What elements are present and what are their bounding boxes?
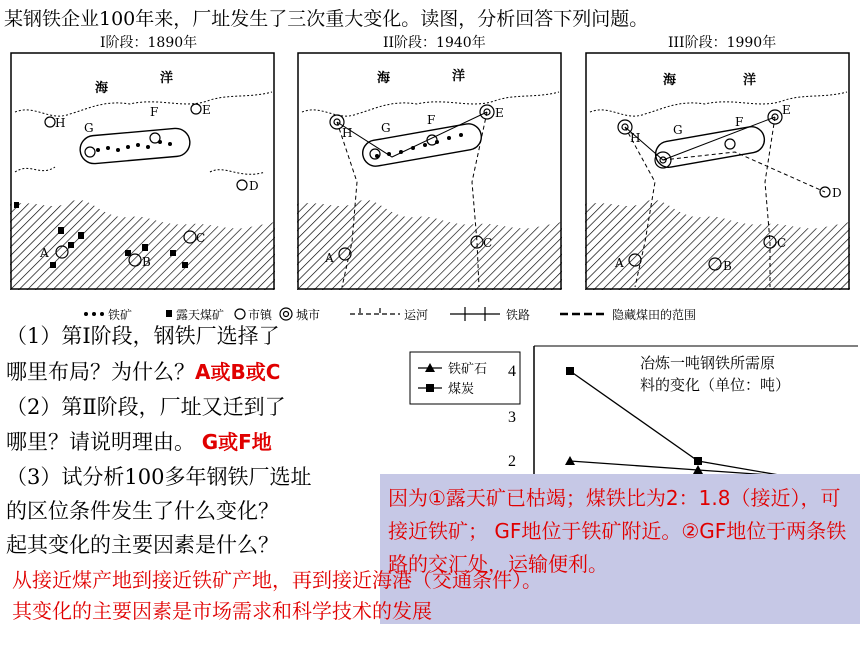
stage2-label: II阶段：1940年: [383, 35, 486, 51]
stage3-label: III阶段：1990年: [668, 35, 777, 51]
conclusion-line1: 从接近煤产地到接近铁矿产地，再到接近海港（交通条件）。: [12, 568, 542, 592]
legend-city: 城市: [296, 308, 321, 322]
map2-A: A: [325, 251, 334, 265]
raw-material-chart: [408, 342, 858, 482]
map1-F: F: [150, 105, 159, 119]
map1-H: H: [55, 116, 66, 130]
series-1-point-1: [694, 457, 702, 465]
conclusion-answer: [12, 565, 832, 627]
chart-title-line1: 冶炼一吨钢铁所需原: [640, 354, 776, 372]
map2-F: F: [427, 113, 436, 127]
legend-hidden-coal: 隐藏煤田的范围: [612, 308, 697, 322]
map3-F: F: [735, 115, 744, 129]
explanation-text: 因为①露天矿已枯竭；煤铁比为2：1.8（接近），可接近铁矿； GF地位于铁矿附近。②GF地位于两条铁路的交汇处，运输便利。: [388, 486, 847, 576]
series-0-point-0: [565, 456, 575, 465]
map1-A: A: [40, 246, 49, 260]
map1-E: E: [202, 103, 211, 117]
answer-2: G或F地: [201, 430, 272, 454]
chart-legend-ore: 铁矿石: [448, 362, 488, 377]
map-stage3: [585, 52, 850, 290]
sea-char-1: 海: [663, 73, 677, 88]
map2-H: H: [342, 126, 353, 140]
question-1-line2: 哪里布局？为什么？A或B或C: [6, 360, 281, 384]
map1-G: G: [84, 121, 94, 135]
question-1-line1: （1）第Ⅰ阶段，钢铁厂选择了: [6, 324, 280, 348]
y-tick-3: 3: [508, 409, 516, 426]
sea-char-2: 洋: [743, 73, 757, 88]
legend-town: 市镇: [248, 308, 273, 322]
question-2-line1: （2）第Ⅱ阶段，厂址又迁到了: [6, 395, 286, 419]
question-3-line1: （3）试分析100多年钢铁厂选址: [6, 465, 312, 489]
map3-A: A: [615, 256, 624, 270]
map3-C: C: [777, 236, 787, 250]
map2-G: G: [381, 121, 391, 135]
legend-canal: 运河: [404, 308, 429, 322]
map2-C: C: [483, 236, 493, 250]
sea-char-2: 洋: [452, 69, 466, 84]
map3-G: G: [673, 123, 683, 137]
series-1-point-0: [566, 367, 574, 375]
map1-D: D: [249, 179, 259, 193]
map1-C: C: [196, 231, 206, 245]
sea-char-1: 海: [95, 81, 109, 96]
answer-1: A或B或C: [195, 360, 281, 384]
map-stage2: [297, 52, 562, 290]
chart-legend-coal: 煤炭: [448, 382, 475, 397]
legend-railway: 铁路: [506, 308, 531, 322]
legend-iron-ore: 铁矿: [108, 308, 133, 322]
sea-char-2: 洋: [160, 71, 174, 86]
page-title: 某钢铁企业100年来，厂址发生了三次重大变化。读图，分析回答下列问题。: [4, 8, 649, 30]
map-stage1: [10, 52, 275, 290]
question-3-line3: 起其变化的主要因素是什么？: [6, 533, 279, 557]
legend-square-icon: [426, 384, 434, 392]
chart-title-line2: 料的变化（单位：吨）: [640, 376, 791, 394]
map3-D: D: [832, 186, 842, 200]
map2-E: E: [495, 106, 504, 120]
question-2-line2: 哪里？请说明理由。 G或F地: [6, 430, 272, 454]
map3-B: B: [723, 259, 732, 273]
map3-H: H: [630, 131, 641, 145]
sea-char-1: 海: [377, 71, 391, 86]
y-tick-2: 2: [508, 453, 516, 470]
question-3-line2: 的区位条件发生了什么变化？: [6, 499, 279, 523]
conclusion-line2: 其变化的主要因素是市场需求和科学技术的发展: [12, 599, 432, 623]
map3-E: E: [782, 103, 791, 117]
y-tick-4: 4: [508, 363, 516, 380]
legend-open-pit-coal: 露天煤矿: [176, 308, 225, 322]
map1-B: B: [142, 255, 151, 269]
stage1-label: I阶段：1890年: [100, 35, 198, 51]
